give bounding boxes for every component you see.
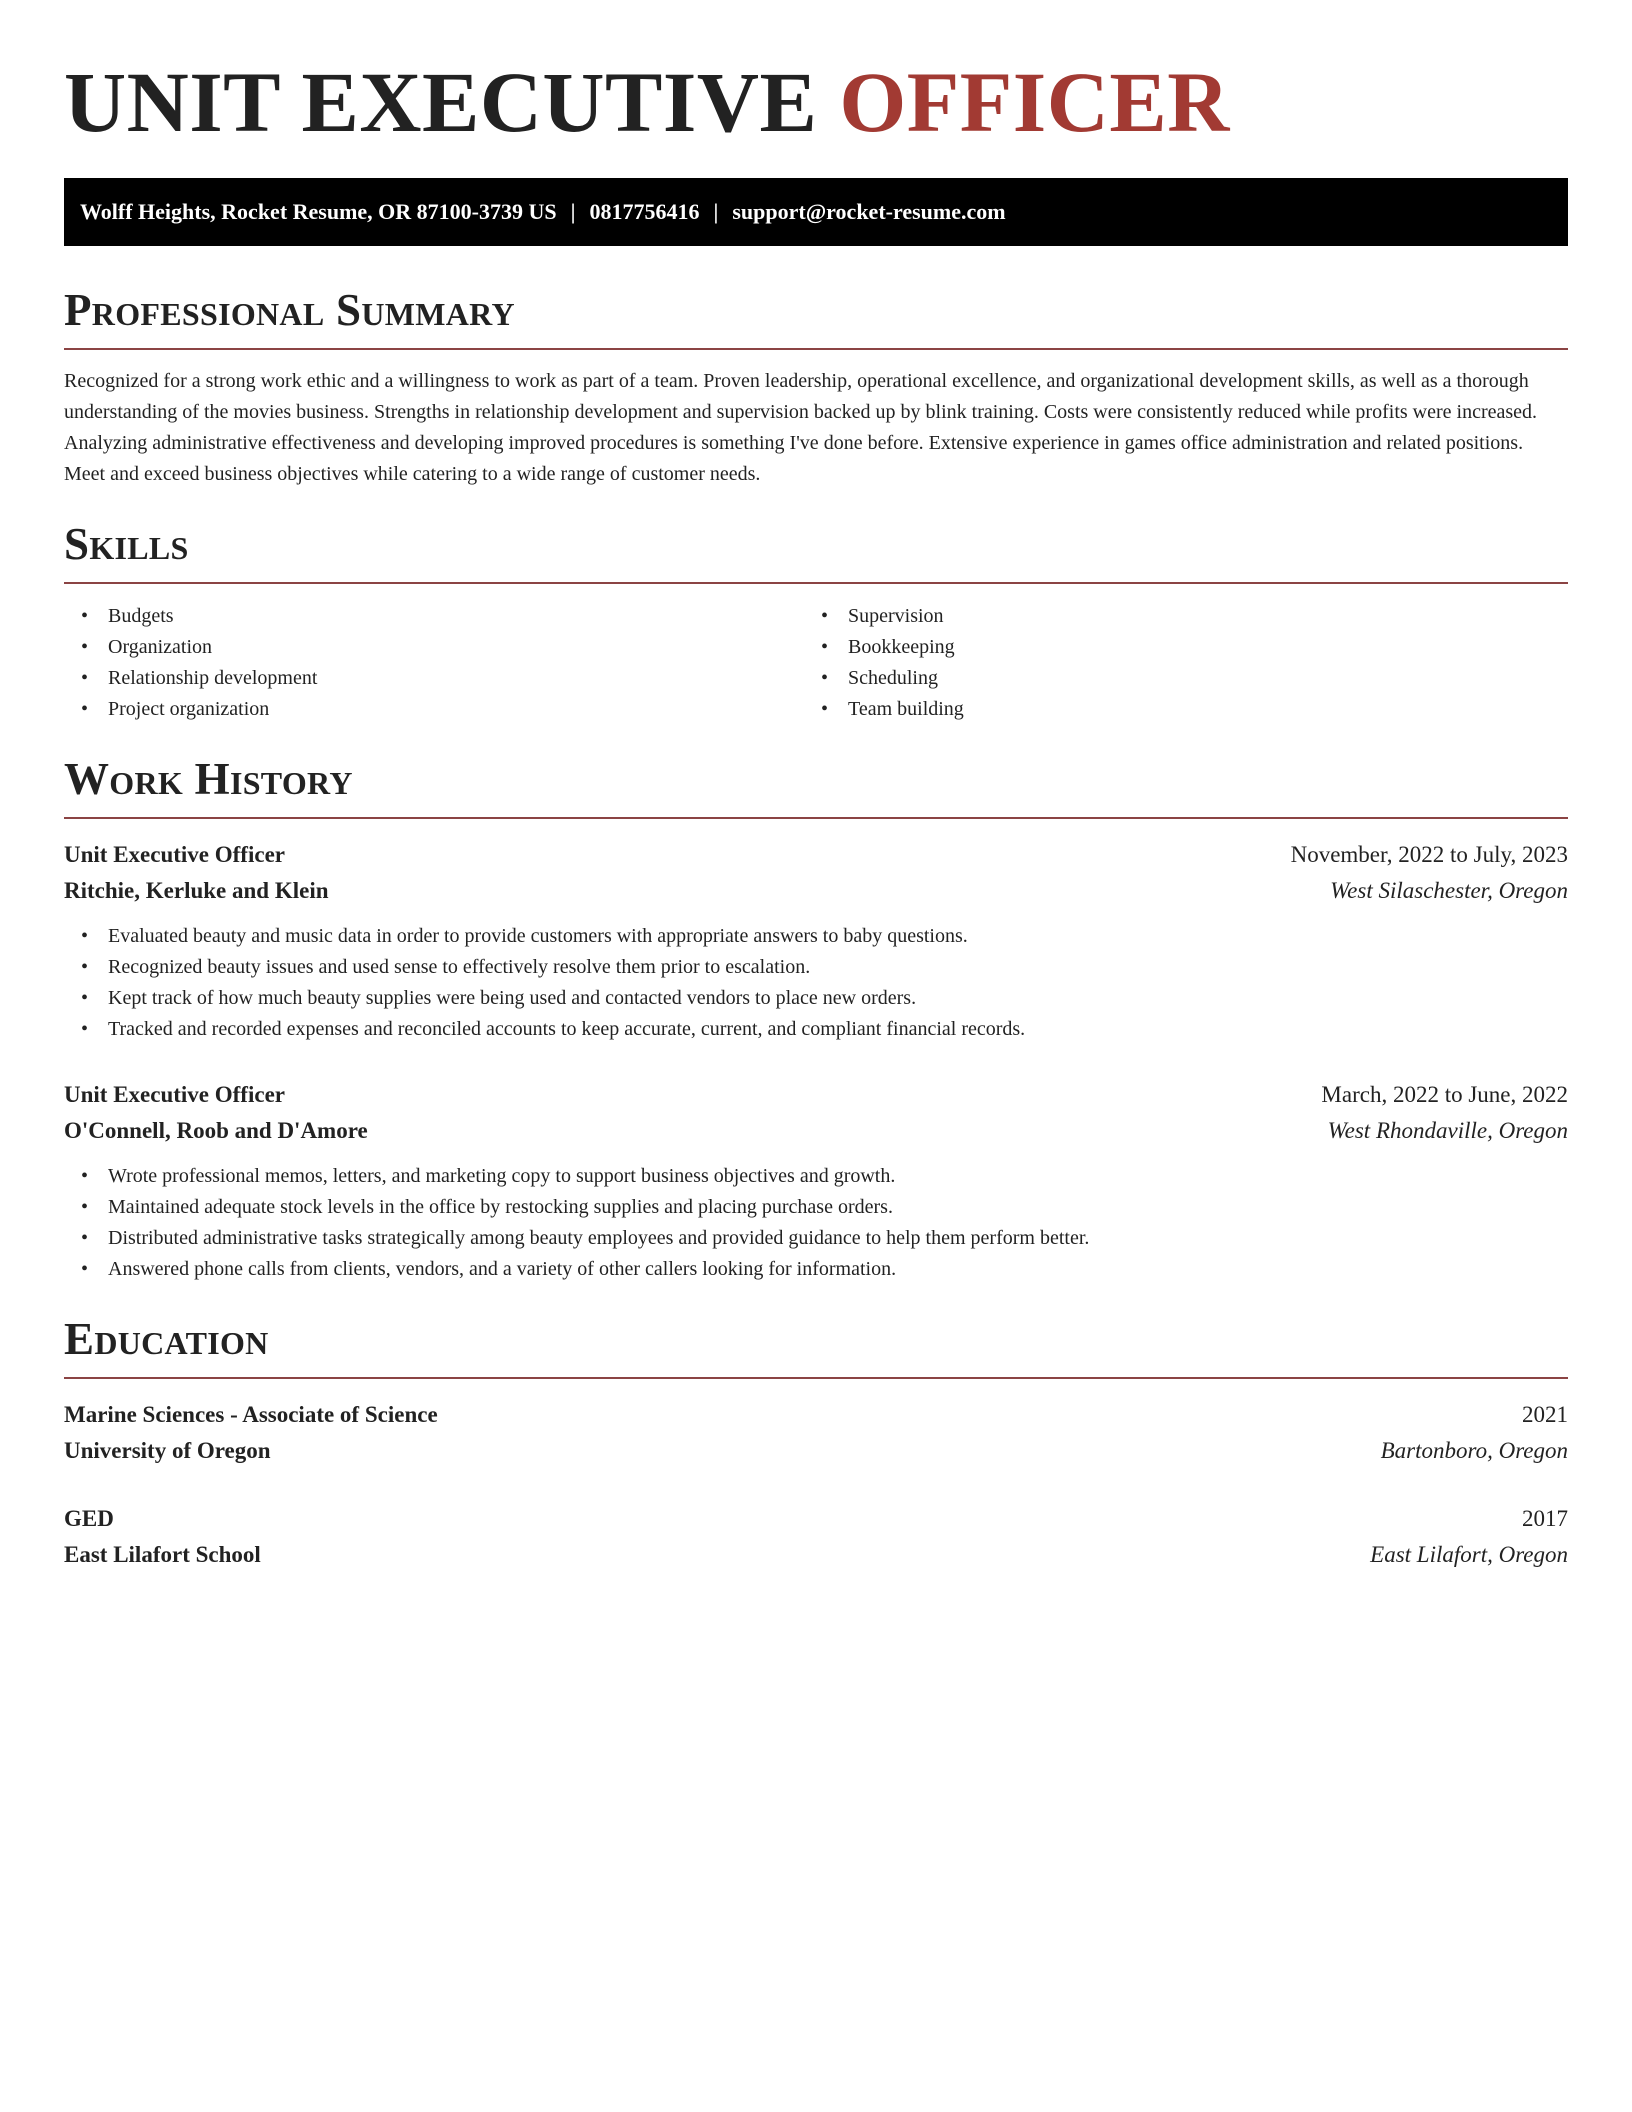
skill-item: • Scheduling <box>804 663 1544 694</box>
education-entry <box>64 1397 1568 1469</box>
section-divider <box>64 348 1568 350</box>
job-duties <box>64 921 1568 1045</box>
skill-item: • Project organization <box>64 694 804 725</box>
job-entry <box>64 837 1568 1045</box>
summary-section <box>64 284 1568 490</box>
duty-item: • Tracked and recorded expenses and reconciled accounts to keep accurate, current, and compliant financial records. <box>64 1014 1568 1045</box>
education-degree: GED <box>64 1506 114 1531</box>
education-school: University of Oregon <box>64 1438 271 1463</box>
job-dates: November, 2022 to July, 2023 <box>1290 842 1568 867</box>
duty-item: • Kept track of how much beauty supplies were being used and contacted vendors to place new orders. <box>64 983 1568 1014</box>
section-divider <box>64 1377 1568 1379</box>
duty-item: • Distributed administrative tasks strategically among beauty employees and provided guidance to help them perform better. <box>64 1223 1568 1254</box>
name-primary: UNIT EXECUTIVE <box>64 54 818 150</box>
duty-item: • Wrote professional memos, letters, and marketing copy to support business objectives and growth. <box>64 1161 1568 1192</box>
duty-item: • Answered phone calls from clients, vendors, and a variety of other callers looking for information. <box>64 1254 1568 1285</box>
work-history-section <box>64 753 1568 1285</box>
contact-phone: 0817756416 <box>589 199 700 224</box>
education-year: 2021 <box>1522 1402 1568 1427</box>
summary-text: Recognized for a strong work ethic and a willingness to work as part of a team. Proven leadership, operational excellence, and organizational development skills, as well as a thorough understanding of the movies business. Strengths in relationship development and supervision backed up by blink training. Costs were consistently reduced while profits were increased. Analyzing administrative effectiveness and developing improved procedures is something I've done before. Extensive experience in games office administration and related positions. Meet and exceed business objectives while catering to a wide range of customer needs. <box>64 370 1538 485</box>
section-divider <box>64 582 1568 584</box>
job-dates: March, 2022 to June, 2022 <box>1321 1082 1568 1107</box>
duty-item: • Evaluated beauty and music data in order to provide customers with appropriate answers to baby questions. <box>64 921 1568 952</box>
resume-page <box>64 52 1568 1573</box>
education-section <box>64 1313 1568 1573</box>
section-title-work-history: Work History <box>64 754 353 804</box>
skill-item: • Supervision <box>804 601 1544 632</box>
job-company: Ritchie, Kerluke and Klein <box>64 878 329 903</box>
section-title-education: Education <box>64 1314 269 1364</box>
skill-item: • Budgets <box>64 601 804 632</box>
section-title-summary: Professional Summary <box>64 285 515 335</box>
skills-section <box>64 518 1568 725</box>
skills-list <box>64 601 1568 725</box>
skill-item: • Relationship development <box>64 663 804 694</box>
education-school: East Lilafort School <box>64 1542 261 1567</box>
section-divider <box>64 817 1568 819</box>
contact-separator: | <box>713 199 719 224</box>
section-title-skills: Skills <box>64 519 189 569</box>
skills-column-right <box>804 601 1544 725</box>
education-entry <box>64 1501 1568 1573</box>
skill-item: • Team building <box>804 694 1544 725</box>
job-entry <box>64 1077 1568 1285</box>
education-location: Bartonboro, Oregon <box>1380 1438 1568 1463</box>
contact-email: support@rocket-resume.com <box>732 199 1006 224</box>
skills-column-left <box>64 601 804 725</box>
job-company: O'Connell, Roob and D'Amore <box>64 1118 368 1143</box>
skill-item: • Bookkeeping <box>804 632 1544 663</box>
job-title: Unit Executive Officer <box>64 1082 285 1107</box>
duty-item: • Maintained adequate stock levels in the office by restocking supplies and placing purchase orders. <box>64 1192 1568 1223</box>
name-accent: OFFICER <box>839 54 1230 150</box>
job-duties <box>64 1161 1568 1285</box>
resume-name <box>64 52 1568 152</box>
job-location: West Silaschester, Oregon <box>1330 878 1568 903</box>
contact-address: Wolff Heights, Rocket Resume, OR 87100-3739 US <box>80 199 557 224</box>
duty-item: • Recognized beauty issues and used sense to effectively resolve them prior to escalation. <box>64 952 1568 983</box>
job-location: West Rhondaville, Oregon <box>1327 1118 1568 1143</box>
skill-item: • Organization <box>64 632 804 663</box>
job-title: Unit Executive Officer <box>64 842 285 867</box>
education-degree: Marine Sciences - Associate of Science <box>64 1402 438 1427</box>
contact-bar <box>64 178 1568 246</box>
contact-separator: | <box>570 199 576 224</box>
education-year: 2017 <box>1522 1506 1568 1531</box>
education-location: East Lilafort, Oregon <box>1370 1542 1568 1567</box>
